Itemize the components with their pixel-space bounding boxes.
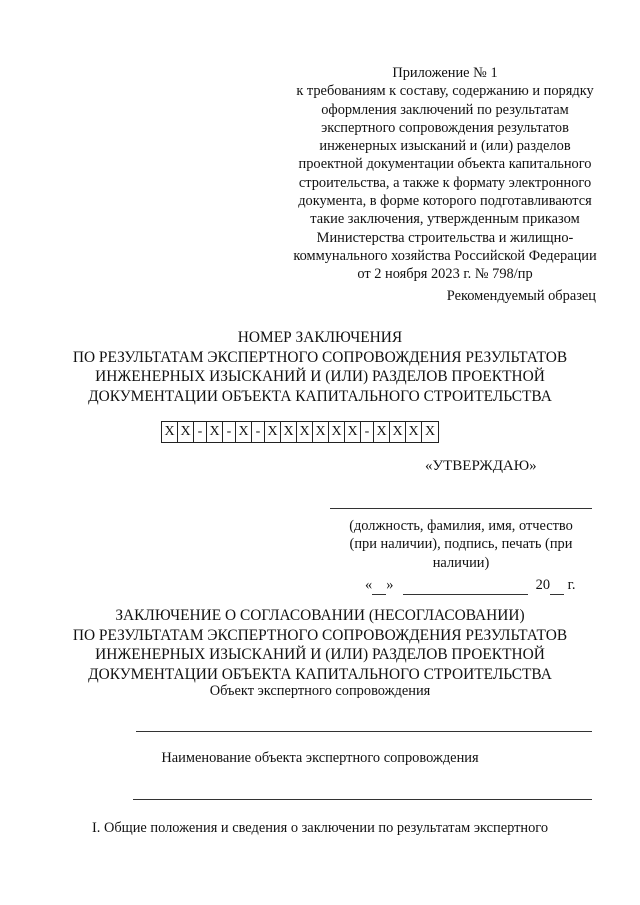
code-cell: Х [345, 422, 361, 442]
appendix-line: документа, в форме которого подготавливаются [298, 193, 592, 210]
code-cell: Х [406, 422, 422, 442]
code-cell: Х [281, 422, 297, 442]
appendix-line: к требованиям к составу, содержанию и порядку [296, 83, 594, 100]
code-separator-cell: - [252, 422, 265, 442]
signature-caption-line: (должность, фамилия, имя, отчество [349, 518, 573, 534]
conclusion-title [40, 606, 600, 684]
code-cell: Х [297, 422, 313, 442]
signature-caption [330, 517, 592, 572]
code-cell: Х [374, 422, 390, 442]
signature-line [330, 508, 592, 509]
code-separator-cell: - [361, 422, 374, 442]
code-cell: Х [236, 422, 252, 442]
appendix-line: Министерства строительства и жилищно- [316, 229, 574, 246]
number-title-line: ИНЖЕНЕРНЫХ ИЗЫСКАНИЙ И (ИЛИ) РАЗДЕЛОВ ПРОЕКТНОЙ [95, 368, 545, 385]
appendix-line: Приложение № 1 [392, 65, 498, 81]
code-cell: Х [390, 422, 406, 442]
section-one-heading: I. Общие положения и сведения о заключении по результатам экспертного [91, 820, 549, 836]
object-name-label: Наименование объекта экспертного сопровождения [161, 750, 479, 766]
code-cell: Х [162, 422, 178, 442]
appendix-line: инженерных изысканий и (или) разделов [319, 138, 571, 155]
month-blank [403, 577, 528, 595]
appendix-line: проектной документации объекта капитального [298, 156, 592, 173]
approve-label: «УТВЕРЖДАЮ» [425, 458, 537, 474]
code-cell: Х [265, 422, 281, 442]
day-blank [372, 577, 386, 595]
appendix-line: от 2 ноября 2023 г. № 798/пр [357, 266, 533, 283]
date-field [365, 577, 576, 595]
object-blank-line [136, 731, 592, 732]
appendix-line: коммунального хозяйства Российской Федерации [293, 247, 597, 264]
code-cell: Х [207, 422, 223, 442]
number-title [40, 328, 600, 406]
recommended-sample-label: Рекомендуемый образец [446, 288, 596, 304]
appendix-line: такие заключения, утвержденным приказом [310, 211, 580, 228]
signature-caption-line: (при наличии), подпись, печать (при [349, 536, 573, 553]
code-cell: Х [329, 422, 345, 442]
number-title-line: НОМЕР ЗАКЛЮЧЕНИЯ [237, 329, 403, 346]
appendix-line: оформления заключений по результатам [321, 101, 569, 118]
appendix-header [270, 64, 620, 284]
date-open-quote: « [365, 577, 373, 593]
conclusion-title-line: ДОКУМЕНТАЦИИ ОБЪЕКТА КАПИТАЛЬНОГО СТРОИТЕЛЬСТВА [88, 665, 552, 683]
conclusion-title-line: ЗАКЛЮЧЕНИЕ О СОГЛАСОВАНИИ (НЕСОГЛАСОВАНИИ) [115, 607, 525, 624]
signature-caption-line: наличии) [432, 554, 490, 571]
object-label: Объект экспертного сопровождения [209, 683, 431, 699]
code-separator-cell: - [194, 422, 207, 442]
conclusion-title-line: ПО РЕЗУЛЬТАТАМ ЭКСПЕРТНОГО СОПРОВОЖДЕНИЯ РЕЗУЛЬТАТОВ [72, 626, 568, 644]
code-cell: Х [313, 422, 329, 442]
number-title-line: ДОКУМЕНТАЦИИ ОБЪЕКТА КАПИТАЛЬНОГО СТРОИТЕЛЬСТВА [88, 387, 552, 405]
year-prefix: 20 [535, 577, 551, 593]
conclusion-title-line: ИНЖЕНЕРНЫХ ИЗЫСКАНИЙ И (ИЛИ) РАЗДЕЛОВ ПРОЕКТНОЙ [95, 646, 545, 663]
date-close-quote: » [386, 577, 394, 593]
object-name-blank-line [133, 799, 592, 800]
code-separator-cell: - [223, 422, 236, 442]
appendix-line: строительства, а также к формату электронного [298, 174, 592, 191]
number-title-line: ПО РЕЗУЛЬТАТАМ ЭКСПЕРТНОГО СОПРОВОЖДЕНИЯ РЕЗУЛЬТАТОВ [72, 348, 568, 366]
year-blank [550, 577, 564, 595]
code-cell: Х [424, 424, 436, 439]
code-cell: Х [178, 422, 194, 442]
conclusion-number-code-boxes [161, 421, 439, 443]
appendix-line: экспертного сопровождения результатов [321, 119, 569, 136]
year-suffix: г. [567, 577, 576, 593]
